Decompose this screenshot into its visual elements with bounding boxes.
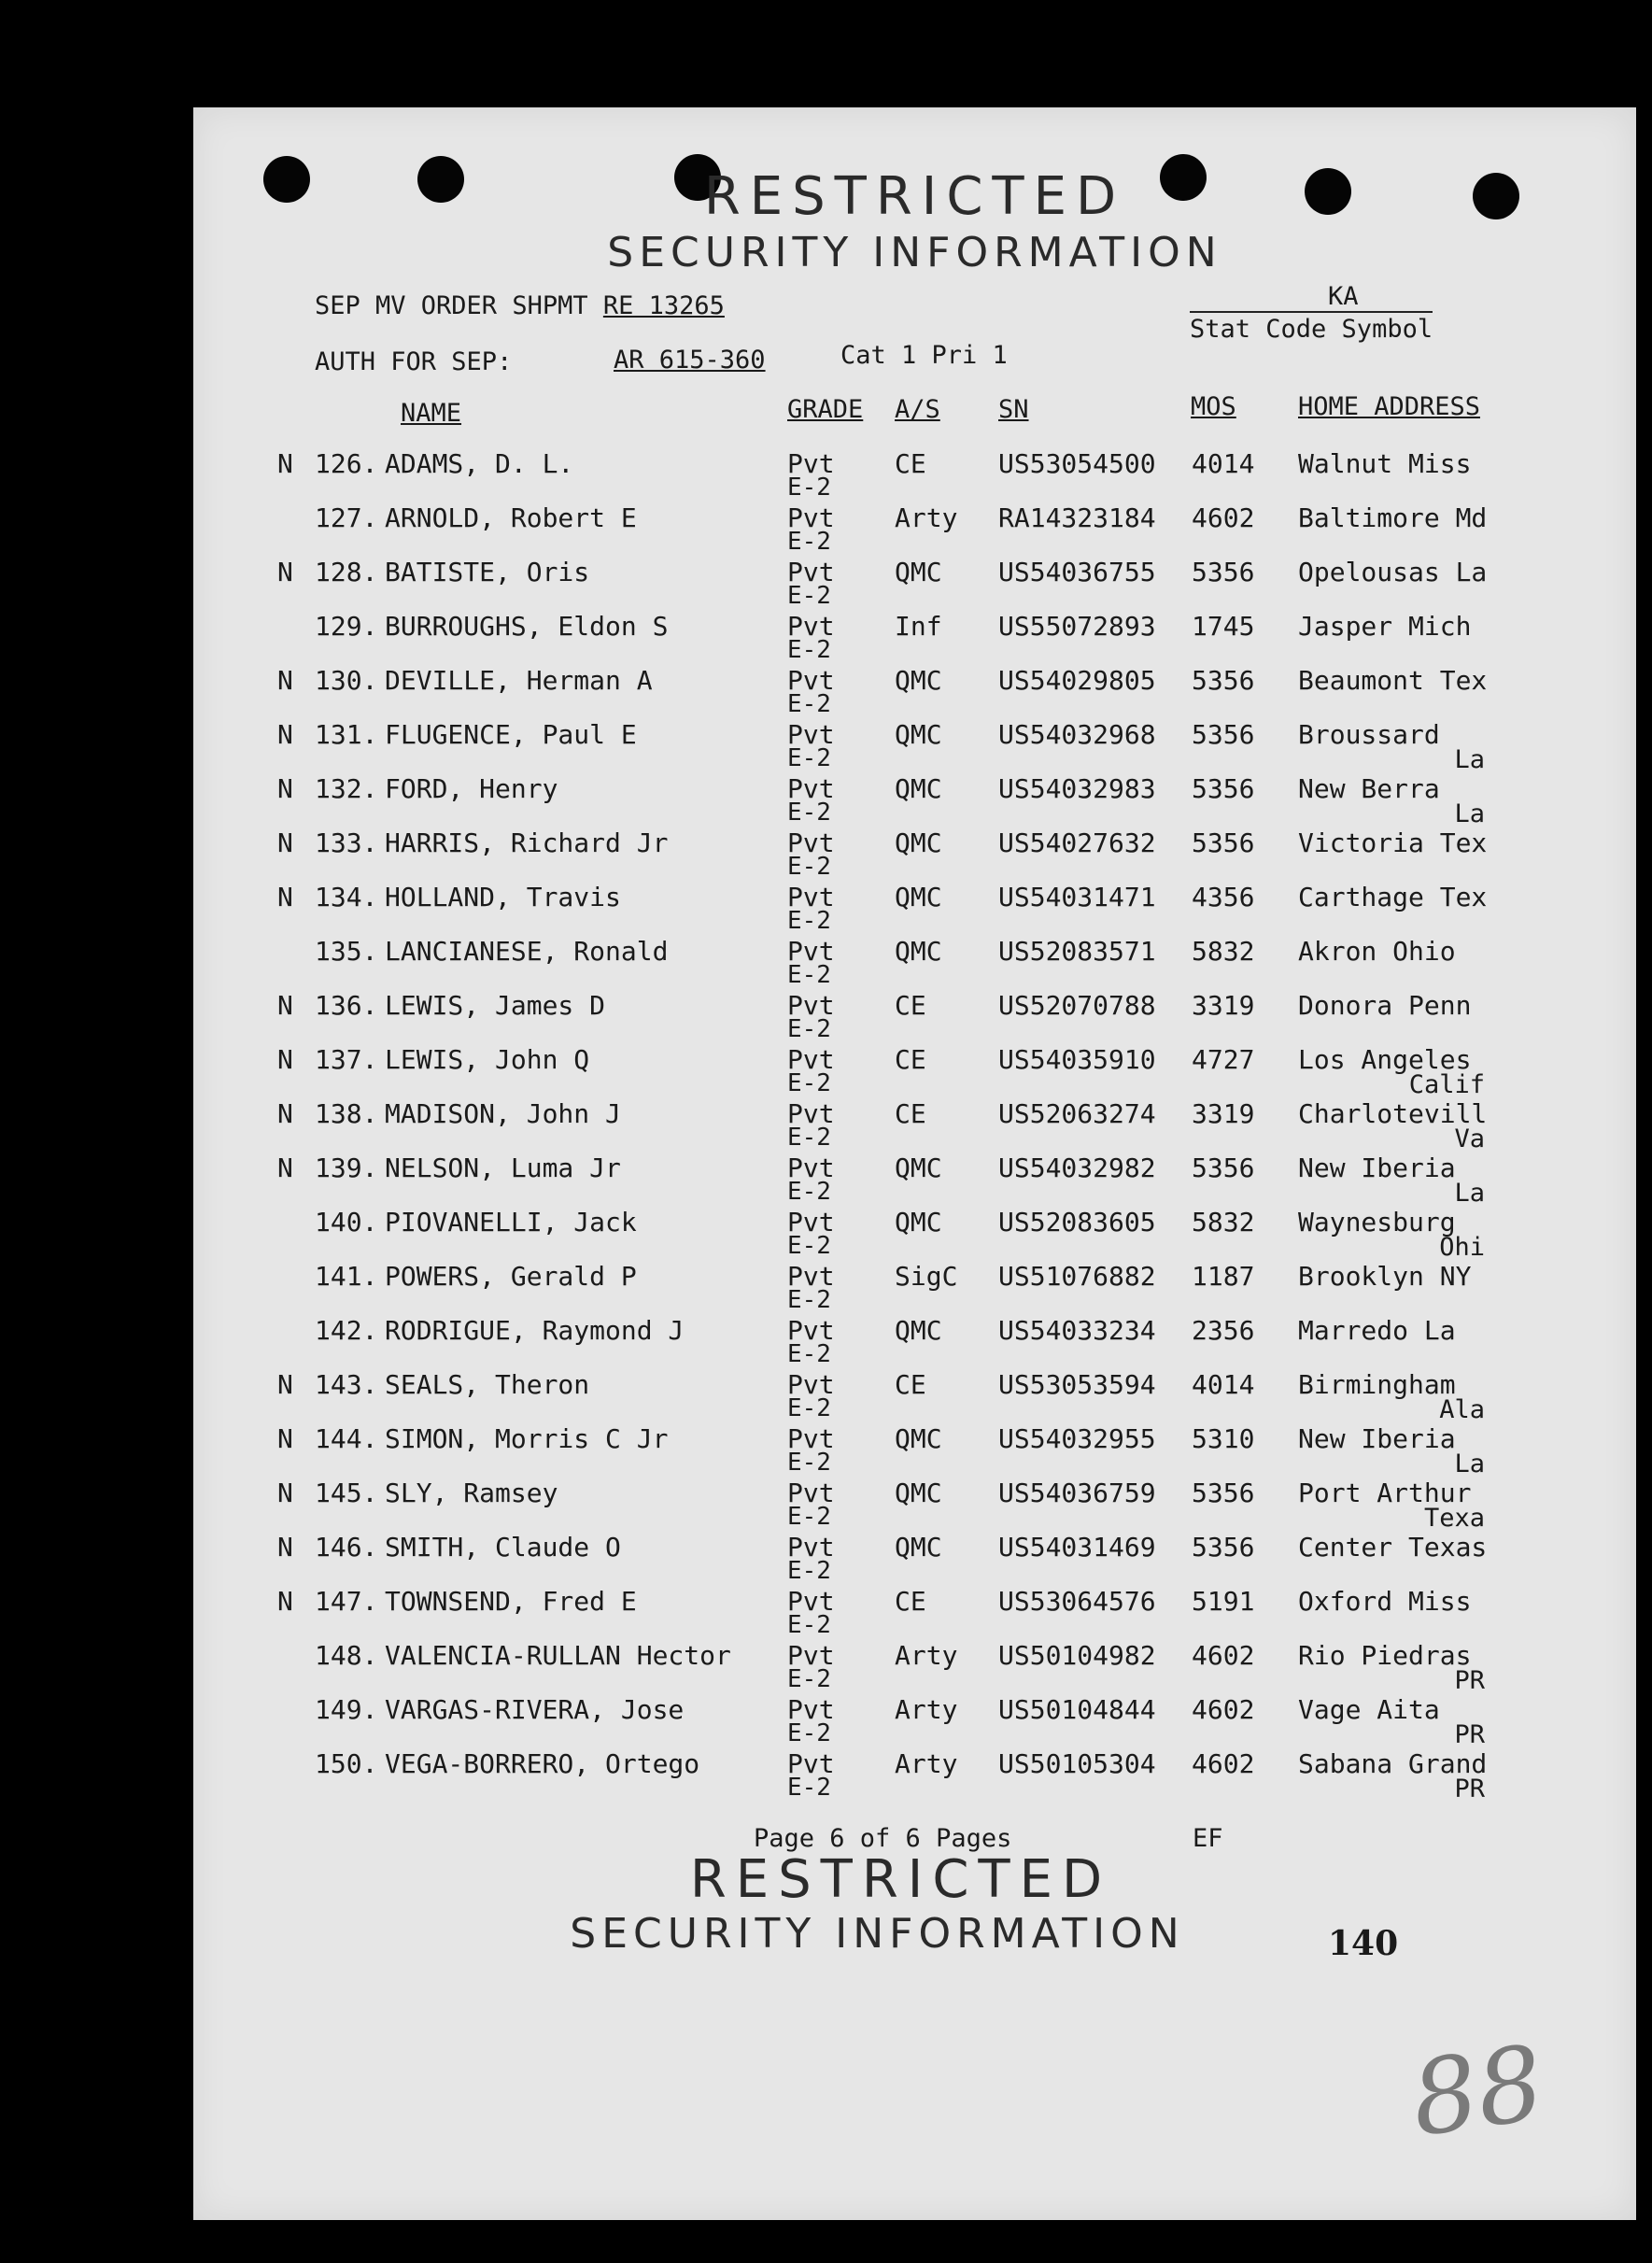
row-number: 145. (315, 1478, 378, 1508)
row-grade: Pvt (787, 448, 835, 479)
row-name: LEWIS, John Q (385, 1044, 590, 1075)
row-number: 132. (315, 773, 378, 804)
row-grade-code: E-2 (787, 1557, 831, 1585)
row-flag: N (277, 1044, 293, 1075)
row-grade-code: E-2 (787, 1719, 831, 1747)
table-row (193, 665, 1636, 719)
row-serial-number: US53053594 (998, 1369, 1156, 1400)
row-serial-number: US54031471 (998, 882, 1156, 912)
row-grade-code: E-2 (787, 907, 831, 935)
column-header-mos: MOS (1191, 392, 1236, 421)
column-header-home: HOME ADDRESS (1298, 392, 1481, 421)
row-grade: Pvt (787, 502, 835, 533)
column-header-as: A/S (895, 395, 940, 424)
row-mos: 4356 (1192, 882, 1255, 912)
row-home-address: Beaumont Tex (1298, 665, 1488, 696)
row-home-address: Victoria Tex (1298, 827, 1488, 858)
document-page (193, 107, 1636, 2220)
row-mos: 5356 (1192, 1153, 1255, 1183)
row-grade: Pvt (787, 719, 835, 750)
table-row (193, 1044, 1636, 1098)
row-arm-service: QMC (895, 936, 942, 967)
row-mos: 5356 (1192, 719, 1255, 750)
row-home-address-cont: Va (1454, 1124, 1485, 1153)
row-home-address-cont: Ala (1439, 1395, 1485, 1424)
row-home-address-cont: PR (1454, 1720, 1485, 1749)
row-grade-code: E-2 (787, 582, 831, 610)
row-arm-service: QMC (895, 1207, 942, 1238)
table-row (193, 1586, 1636, 1640)
row-grade: Pvt (787, 1748, 835, 1779)
security-info-stamp-top: SECURITY INFORMATION (607, 229, 1222, 276)
table-row (193, 1640, 1636, 1694)
row-arm-service: Arty (895, 1748, 958, 1779)
row-home-address: Broussard (1298, 719, 1440, 750)
row-grade-code: E-2 (787, 1178, 831, 1206)
row-home-address-cont: La (1454, 1450, 1485, 1478)
row-home-address-cont: Calif (1408, 1070, 1485, 1099)
table-row (193, 990, 1636, 1044)
row-arm-service: Arty (895, 502, 958, 533)
row-number: 148. (315, 1640, 378, 1671)
table-row (193, 611, 1636, 665)
row-grade: Pvt (787, 1098, 835, 1129)
security-info-stamp-bottom: SECURITY INFORMATION (570, 1910, 1185, 1958)
auth-value: AR 615-360 (614, 346, 766, 375)
row-name: LANCIANESE, Ronald (385, 936, 669, 967)
row-name: VARGAS-RIVERA, Jose (385, 1694, 685, 1725)
row-name: MADISON, John J (385, 1098, 621, 1129)
row-number: 136. (315, 990, 378, 1021)
row-home-address: Walnut Miss (1298, 448, 1472, 479)
row-home-address-cont: PR (1454, 1666, 1485, 1695)
order-label-text: SEP MV ORDER SHPMT (315, 291, 588, 320)
row-arm-service: CE (895, 1044, 926, 1075)
row-mos: 4602 (1192, 1694, 1255, 1725)
row-number: 150. (315, 1748, 378, 1779)
row-mos: 3319 (1192, 990, 1255, 1021)
order-number: RE 13265 (602, 291, 725, 320)
row-grade-code: E-2 (787, 1449, 831, 1477)
row-grade-code: E-2 (787, 744, 831, 772)
handwritten-number: 88 (1404, 2022, 1551, 2160)
row-mos: 5356 (1192, 557, 1255, 587)
row-serial-number: US54027632 (998, 827, 1156, 858)
row-grade-code: E-2 (787, 1665, 831, 1693)
row-number: 137. (315, 1044, 378, 1075)
row-home-address: Baltimore Md (1298, 502, 1488, 533)
row-flag: N (277, 1478, 293, 1508)
row-arm-service: QMC (895, 1532, 942, 1563)
row-grade-code: E-2 (787, 1232, 831, 1260)
row-serial-number: US50105304 (998, 1748, 1156, 1779)
row-arm-service: CE (895, 990, 926, 1021)
row-flag: N (277, 719, 293, 750)
row-grade: Pvt (787, 665, 835, 696)
row-serial-number: US55072893 (998, 611, 1156, 642)
row-number: 141. (315, 1261, 378, 1292)
row-serial-number: US54029805 (998, 665, 1156, 696)
row-arm-service: QMC (895, 557, 942, 587)
table-row (193, 1694, 1636, 1748)
row-arm-service: CE (895, 448, 926, 479)
row-serial-number: US52063274 (998, 1098, 1156, 1129)
row-mos: 5832 (1192, 936, 1255, 967)
row-grade-code: E-2 (787, 1394, 831, 1422)
row-grade: Pvt (787, 1423, 835, 1454)
row-grade: Pvt (787, 1478, 835, 1508)
table-row (193, 502, 1636, 557)
row-name: ARNOLD, Robert E (385, 502, 637, 533)
stat-code-label: Stat Code Symbol (1190, 311, 1433, 344)
row-serial-number: US54036755 (998, 557, 1156, 587)
row-mos: 5356 (1192, 665, 1255, 696)
row-serial-number: US54032955 (998, 1423, 1156, 1454)
row-name: LEWIS, James D (385, 990, 606, 1021)
row-name: TOWNSEND, Fred E (385, 1586, 637, 1617)
row-name: SMITH, Claude O (385, 1532, 621, 1563)
row-serial-number: US50104844 (998, 1694, 1156, 1725)
row-home-address-cont: La (1454, 799, 1485, 828)
table-row (193, 1478, 1636, 1532)
row-name: VALENCIA-RULLAN Hector (385, 1640, 731, 1671)
row-grade: Pvt (787, 1044, 835, 1075)
row-serial-number: US54032968 (998, 719, 1156, 750)
cat-pri: Cat 1 Pri 1 (840, 341, 1008, 370)
row-serial-number: RA14323184 (998, 502, 1156, 533)
row-serial-number: US51076882 (998, 1261, 1156, 1292)
row-home-address: Opelousas La (1298, 557, 1488, 587)
row-arm-service: QMC (895, 665, 942, 696)
table-row (193, 1315, 1636, 1369)
row-flag: N (277, 1423, 293, 1454)
row-home-address-cont: Ohi (1439, 1233, 1485, 1262)
row-home-address: Marredo La (1298, 1315, 1456, 1346)
row-grade: Pvt (787, 1586, 835, 1617)
row-grade-code: E-2 (787, 1774, 831, 1802)
row-grade: Pvt (787, 1532, 835, 1563)
row-mos: 5356 (1192, 773, 1255, 804)
row-home-address: Jasper Mich (1298, 611, 1472, 642)
row-grade: Pvt (787, 1261, 835, 1292)
row-grade-code: E-2 (787, 1611, 831, 1639)
row-grade-code: E-2 (787, 961, 831, 989)
row-home-address: Los Angeles (1298, 1044, 1472, 1075)
row-grade: Pvt (787, 1153, 835, 1183)
row-number: 134. (315, 882, 378, 912)
row-mos: 4602 (1192, 502, 1255, 533)
row-grade: Pvt (787, 1207, 835, 1238)
row-arm-service: Arty (895, 1640, 958, 1671)
row-number: 138. (315, 1098, 378, 1129)
row-name: ADAMS, D. L. (385, 448, 574, 479)
row-number: 144. (315, 1423, 378, 1454)
row-number: 142. (315, 1315, 378, 1346)
row-home-address: Rio Piedras (1298, 1640, 1472, 1671)
row-serial-number: US54035910 (998, 1044, 1156, 1075)
row-flag: N (277, 665, 293, 696)
row-home-address: Center Texas (1298, 1532, 1488, 1563)
table-row (193, 557, 1636, 611)
row-home-address: Sabana Grand (1298, 1748, 1488, 1779)
row-serial-number: US53054500 (998, 448, 1156, 479)
table-row (193, 1261, 1636, 1315)
row-name: BATISTE, Oris (385, 557, 590, 587)
row-mos: 4602 (1192, 1748, 1255, 1779)
row-flag: N (277, 1153, 293, 1183)
table-row (193, 448, 1636, 502)
row-mos: 2356 (1192, 1315, 1255, 1346)
row-home-address: Carthage Tex (1298, 882, 1488, 912)
order-label (315, 291, 725, 320)
row-grade: Pvt (787, 936, 835, 967)
row-serial-number: US52083605 (998, 1207, 1156, 1238)
row-flag: N (277, 1369, 293, 1400)
row-arm-service: QMC (895, 1478, 942, 1508)
row-home-address: Charlotevill (1298, 1098, 1488, 1129)
row-mos: 5191 (1192, 1586, 1255, 1617)
row-flag: N (277, 882, 293, 912)
row-name: SEALS, Theron (385, 1369, 590, 1400)
row-flag: N (277, 448, 293, 479)
row-name: VEGA-BORRERO, Ortego (385, 1748, 700, 1779)
row-name: HARRIS, Richard Jr (385, 827, 669, 858)
table-row (193, 719, 1636, 773)
row-serial-number: US54036759 (998, 1478, 1156, 1508)
row-home-address-cont: La (1454, 745, 1485, 774)
row-home-address: Akron Ohio (1298, 936, 1456, 967)
row-home-address: Port Arthur (1298, 1478, 1472, 1508)
row-flag: N (277, 990, 293, 1021)
initials: EF (1193, 1824, 1223, 1853)
row-grade-code: E-2 (787, 474, 831, 502)
row-number: 126. (315, 448, 378, 479)
row-grade-code: E-2 (787, 636, 831, 664)
row-number: 130. (315, 665, 378, 696)
row-name: RODRIGUE, Raymond J (385, 1315, 685, 1346)
row-name: SIMON, Morris C Jr (385, 1423, 669, 1454)
row-number: 146. (315, 1532, 378, 1563)
row-number: 143. (315, 1369, 378, 1400)
row-arm-service: QMC (895, 882, 942, 912)
row-grade-code: E-2 (787, 799, 831, 827)
row-home-address: New Iberia (1298, 1423, 1456, 1454)
page-indicator: Page 6 of 6 Pages (754, 1824, 1012, 1853)
row-name: POWERS, Gerald P (385, 1261, 637, 1292)
row-home-address: Oxford Miss (1298, 1586, 1472, 1617)
row-arm-service: QMC (895, 1153, 942, 1183)
row-home-address: New Iberia (1298, 1153, 1456, 1183)
row-mos: 5356 (1192, 1532, 1255, 1563)
table-row (193, 1369, 1636, 1423)
row-home-address: New Berra (1298, 773, 1440, 804)
row-grade-code: E-2 (787, 1340, 831, 1368)
column-header-grade: GRADE (787, 395, 864, 424)
row-grade-code: E-2 (787, 690, 831, 718)
row-arm-service: Arty (895, 1694, 958, 1725)
row-number: 149. (315, 1694, 378, 1725)
row-grade: Pvt (787, 1640, 835, 1671)
row-arm-service: CE (895, 1369, 926, 1400)
row-home-address: Donora Penn (1298, 990, 1472, 1021)
row-serial-number: US54032982 (998, 1153, 1156, 1183)
row-home-address: Vage Aita (1298, 1694, 1440, 1725)
row-serial-number: US54031469 (998, 1532, 1156, 1563)
row-home-address: Waynesburg (1298, 1207, 1456, 1238)
row-arm-service: CE (895, 1098, 926, 1129)
row-flag: N (277, 1098, 293, 1129)
row-grade-code: E-2 (787, 1124, 831, 1152)
row-serial-number: US53064576 (998, 1586, 1156, 1617)
row-mos: 4602 (1192, 1640, 1255, 1671)
row-number: 128. (315, 557, 378, 587)
row-grade: Pvt (787, 557, 835, 587)
row-mos: 4014 (1192, 1369, 1255, 1400)
table-row (193, 882, 1636, 936)
restricted-stamp-top: RESTRICTED (703, 166, 1126, 227)
row-grade: Pvt (787, 827, 835, 858)
row-number: 129. (315, 611, 378, 642)
row-home-address-cont: La (1454, 1179, 1485, 1208)
row-grade: Pvt (787, 773, 835, 804)
row-home-address: Brooklyn NY (1298, 1261, 1472, 1292)
row-number: 139. (315, 1153, 378, 1183)
row-serial-number: US54033234 (998, 1315, 1156, 1346)
row-grade-code: E-2 (787, 1015, 831, 1043)
row-arm-service: QMC (895, 719, 942, 750)
row-flag: N (277, 1532, 293, 1563)
row-mos: 1745 (1192, 611, 1255, 642)
row-grade: Pvt (787, 1369, 835, 1400)
row-arm-service: QMC (895, 827, 942, 858)
row-flag: N (277, 827, 293, 858)
row-serial-number: US54032983 (998, 773, 1156, 804)
row-number: 140. (315, 1207, 378, 1238)
row-number: 135. (315, 936, 378, 967)
table-row (193, 773, 1636, 827)
row-arm-service: QMC (895, 1423, 942, 1454)
row-flag: N (277, 557, 293, 587)
table-row (193, 827, 1636, 882)
row-grade-code: E-2 (787, 853, 831, 881)
row-name: HOLLAND, Travis (385, 882, 621, 912)
table-row (193, 1748, 1636, 1803)
table-row (193, 1423, 1636, 1478)
table-row (193, 1153, 1636, 1207)
row-number: 147. (315, 1586, 378, 1617)
row-serial-number: US50104982 (998, 1640, 1156, 1671)
restricted-stamp-bottom: RESTRICTED (689, 1849, 1112, 1910)
row-grade: Pvt (787, 882, 835, 912)
row-mos: 4727 (1192, 1044, 1255, 1075)
row-name: FORD, Henry (385, 773, 558, 804)
row-mos: 4014 (1192, 448, 1255, 479)
row-grade: Pvt (787, 1315, 835, 1346)
row-serial-number: US52083571 (998, 936, 1156, 967)
row-name: SLY, Ramsey (385, 1478, 558, 1508)
stat-code-value: KA (1328, 282, 1359, 311)
row-home-address: Birmingham (1298, 1369, 1456, 1400)
row-grade-code: E-2 (787, 1503, 831, 1531)
row-arm-service: QMC (895, 773, 942, 804)
row-name: FLUGENCE, Paul E (385, 719, 637, 750)
table-row (193, 1098, 1636, 1153)
row-home-address-cont: PR (1454, 1775, 1485, 1803)
row-flag: N (277, 773, 293, 804)
row-mos: 5310 (1192, 1423, 1255, 1454)
auth-label: AUTH FOR SEP: (315, 347, 513, 376)
row-name: BURROUGHS, Eldon S (385, 611, 669, 642)
row-arm-service: SigC (895, 1261, 958, 1292)
row-name: DEVILLE, Herman A (385, 665, 653, 696)
row-mos: 3319 (1192, 1098, 1255, 1129)
column-header-sn: SN (998, 395, 1029, 424)
row-arm-service: CE (895, 1586, 926, 1617)
row-grade-code: E-2 (787, 1069, 831, 1097)
row-number: 131. (315, 719, 378, 750)
column-header-name: NAME (401, 399, 462, 428)
row-mos: 5356 (1192, 1478, 1255, 1508)
row-grade: Pvt (787, 1694, 835, 1725)
row-serial-number: US52070788 (998, 990, 1156, 1021)
row-grade: Pvt (787, 611, 835, 642)
row-grade-code: E-2 (787, 528, 831, 556)
row-number: 127. (315, 502, 378, 533)
table-row (193, 1207, 1636, 1261)
row-number: 133. (315, 827, 378, 858)
row-flag: N (277, 1586, 293, 1617)
row-mos: 5356 (1192, 827, 1255, 858)
row-grade: Pvt (787, 990, 835, 1021)
row-arm-service: QMC (895, 1315, 942, 1346)
row-mos: 5832 (1192, 1207, 1255, 1238)
table-row (193, 936, 1636, 990)
row-name: NELSON, Luma Jr (385, 1153, 621, 1183)
row-name: PIOVANELLI, Jack (385, 1207, 637, 1238)
row-mos: 1187 (1192, 1261, 1255, 1292)
page-number: 140 (1328, 1924, 1399, 1963)
row-home-address-cont: Texa (1423, 1504, 1485, 1533)
row-arm-service: Inf (895, 611, 942, 642)
row-grade-code: E-2 (787, 1286, 831, 1314)
table-row (193, 1532, 1636, 1586)
